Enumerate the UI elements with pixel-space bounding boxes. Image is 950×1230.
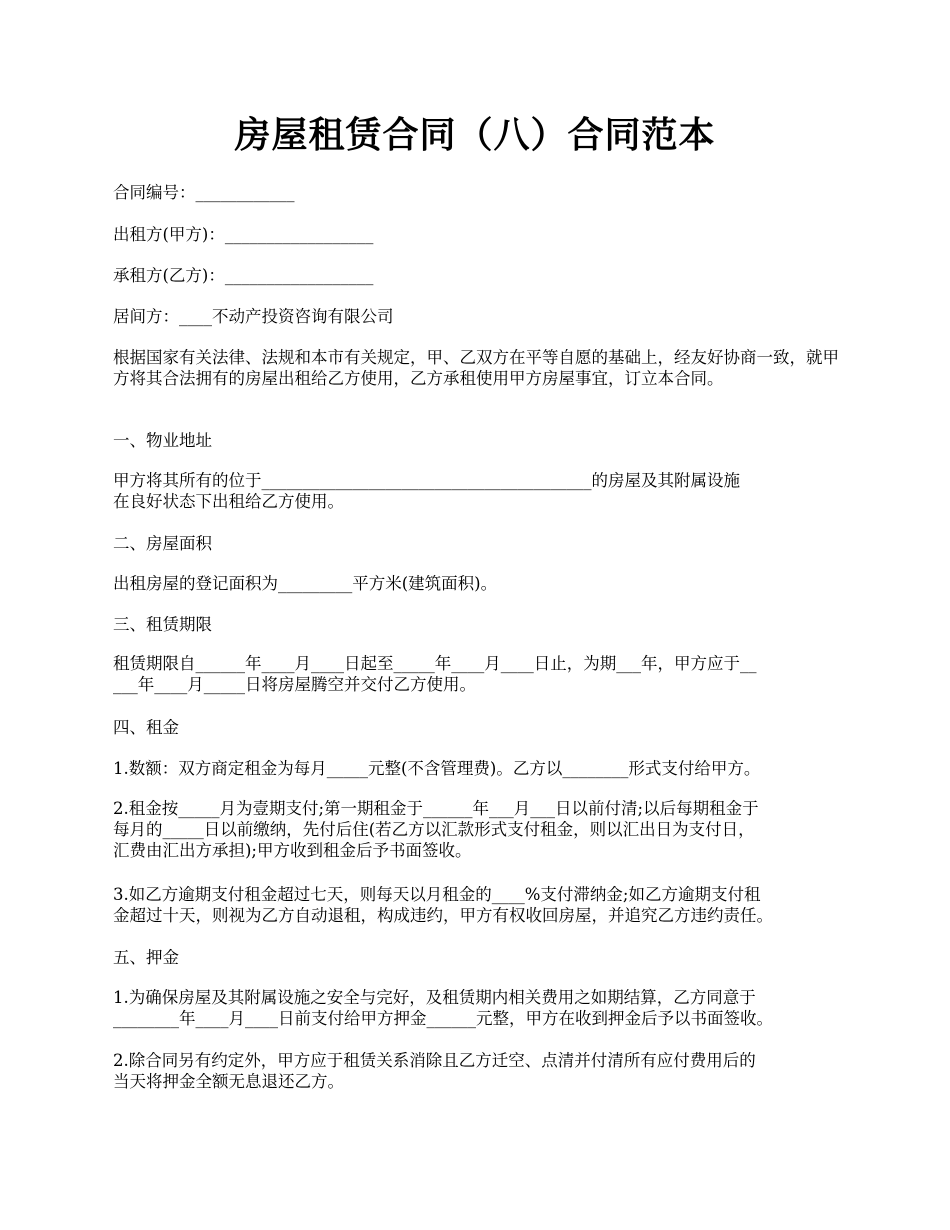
rent-clause-2: 2.租金按_____月为壹期支付;第一期租金于______年___月___日以前付清;以后每期租金于 每月的_____日以前缴纳，先付后住(若乙方以汇款形式支付租金，则以汇出日为支付日， 汇费由汇出方承担);甲方收到租金后予书面签收。 <box>113 799 759 860</box>
property-address-paragraph: 甲方将其所有的位于________________________________________的房屋及其附属设施 在良好状态下出租给乙方使用。 <box>113 471 740 511</box>
section-heading-deposit: 五、押金 <box>113 948 179 967</box>
deposit-clause-1: 1.为确保房屋及其附属设施之安全与完好，及租赁期内相关费用之如期结算，乙方同意于 ________年____月____日前支付给甲方押金______元整，甲方在收到押金后予以书面签收。 <box>113 988 773 1028</box>
lessor-line: 出租方(甲方)：__________________ <box>113 225 374 244</box>
section-heading-property-address: 一、物业地址 <box>113 431 212 450</box>
intermediary-line: 居间方：____不动产投资咨询有限公司 <box>113 307 394 326</box>
section-heading-rent: 四、租金 <box>113 718 179 737</box>
rent-clause-1: 1.数额：双方商定租金为每月_____元整(不含管理费)。乙方以________形式支付给甲方。 <box>113 759 761 778</box>
document-title: 房屋租赁合同（八）合同范本 <box>234 114 716 156</box>
rent-clause-3: 3.如乙方逾期支付租金超过七天，则每天以月租金的____%支付滞纳金;如乙方逾期支付租 金超过十天，则视为乙方自动退租，构成违约，甲方有权收回房屋，并追究乙方违约责任。 <box>113 885 773 925</box>
preamble-paragraph: 根据国家有关法律、法规和本市有关规定，甲、乙双方在平等自愿的基础上，经友好协商一致，就甲方将其合法拥有的房屋出租给乙方使用，乙方承租使用甲方房屋事宜，订立本合同。 <box>113 348 839 388</box>
area-paragraph: 出租房屋的登记面积为_________平方米(建筑面积)。 <box>113 574 498 593</box>
term-paragraph: 租赁期限自______年____月____日起至_____年____月____日止，为期___年，甲方应于__ ___年____月_____日将房屋腾空并交付乙方使用。 <box>113 654 757 694</box>
contract-number-line: 合同编号：____________ <box>113 183 295 202</box>
deposit-clause-2: 2.除合同另有约定外，甲方应于租赁关系消除且乙方迁空、点清并付清所有应付费用后的 当天将押金全额无息退还乙方。 <box>113 1051 756 1091</box>
section-heading-term: 三、租赁期限 <box>113 615 212 634</box>
lessee-line: 承租方(乙方)：__________________ <box>113 266 374 285</box>
section-heading-area: 二、房屋面积 <box>113 534 212 553</box>
